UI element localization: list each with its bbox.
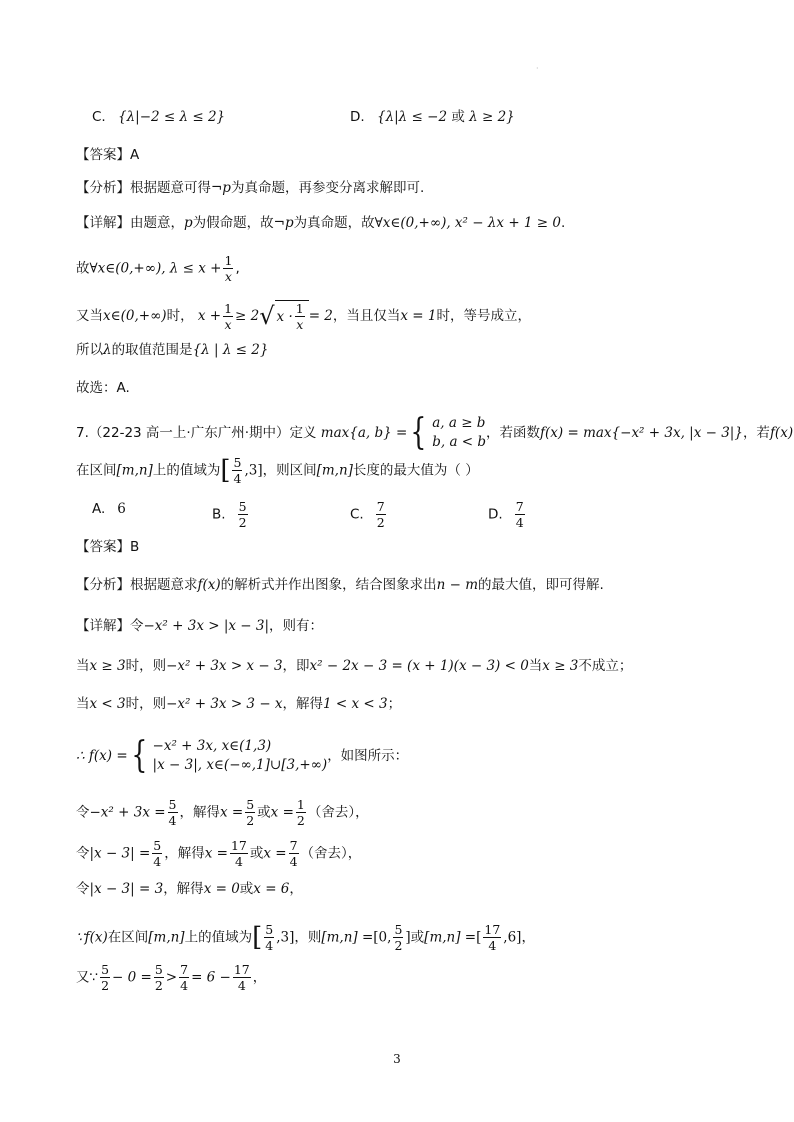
q7-option-d: D. $\frac{7}{4}$ [488, 499, 524, 530]
option-c-q6: C. {λ|−2 ≤ λ ≤ 2} [92, 109, 226, 125]
question-source: （22-23 高一上·广东广州·期中） [88, 425, 290, 441]
analysis-q7: 【分析】根据题意求f(x)的解析式并作出图象，结合图象求出n − m的最大值，即可得解. [76, 577, 604, 593]
detail-q7-line3: 当x < 3时，则−x² + 3x > 3 − x，解得1 < x < 3； [76, 696, 402, 712]
detail-q7-line7: 令|x − 3| = 3，解得x = 0或x = 6， [76, 881, 303, 897]
detail-q7-line4: ∴ f(x) = { −x² + 3x, x∈(1,3) |x − 3|, x∈(−∞,1]∪[3,+∞) ，如图所示： [76, 735, 409, 776]
option-d-q6: D. {λ|λ ≤ −2 或 λ ≥ 2} [350, 109, 515, 125]
detail-q7-line5: 令−x² + 3x = $\frac{5}{4}$ ，解得x = $\frac{5}{2}$ 或x = $\frac{1}{2}$ （舍去）， [76, 797, 369, 828]
fraction: $\frac{1}{x}$ [224, 253, 233, 284]
scan-dot: · [536, 64, 539, 73]
answer-q6: 【答案】A [76, 147, 140, 163]
q7-option-b: B. $\frac{5}{2}$ [212, 499, 247, 530]
detail-q7-line2: 当x ≥ 3时，则−x² + 3x > x − 3，即x² − 2x − 3 = (x + 1)(x − 3) < 0当x ≥ 3不成立； [76, 658, 633, 674]
analysis-q6: 【分析】根据题意可得¬p为真命题，再参变分离求解即可. [76, 180, 425, 196]
detail-q6-line1: 【详解】由题意，p为假命题，故¬p为真命题，故∀x∈(0,+∞), x² − λx + 1 ≥ 0. [76, 215, 566, 231]
detail-q7-line9: 又∵ $\frac{5}{2}$ − 0 = $\frac{5}{2}$ > $\frac{7}{4}$ = 6 − $\frac{17}{4}$ ， [76, 962, 267, 993]
answer-q7: 【答案】B [76, 539, 140, 555]
detail-q7-line6: 令|x − 3| = $\frac{5}{4}$ ，解得x = $\frac{17}{4}$ 或x = $\frac{7}{4}$ （舍去）， [76, 838, 362, 869]
q7-option-a: A. 6 [92, 501, 126, 517]
detail-q6-line4: 所以λ的取值范围是{λ | λ ≤ 2} [76, 342, 269, 358]
q7-stem-line2: 在区间[m,n]上的值域为[ $\frac{5}{4}$ ,3]，则区间[m,n]长度的最大值为（ ） [76, 455, 479, 486]
detail-q7-line1: 【详解】令−x² + 3x > |x − 3|，则有： [76, 618, 324, 634]
question-number: 7. [76, 425, 89, 441]
q7-option-c: C. $\frac{7}{2}$ [350, 499, 385, 530]
detail-q6-line2: 故∀x∈(0,+∞), λ ≤ x + $\frac{1}{x}$ , [76, 253, 240, 284]
fraction: $\frac{1}{x}$ [224, 300, 233, 332]
detail-q7-line8: ∵f(x)在区间[m,n]上的值域为[ $\frac{5}{4}$ ,3]，则[m,n] =[0, $\frac{5}{2}$ ]或[m,n] =[ $\frac{17}{4}$ ,6]， [76, 922, 535, 953]
detail-q6-line3: 又当x∈(0,+∞)时， x + $\frac{1}{x}$ ≥ 2 √ x · $\frac{1}{x}$ = 2，当且仅当x = 1时，等号成立， [76, 300, 532, 332]
page-number: 3 [393, 1052, 401, 1066]
q7-stem-line1: 7.（22-23 高一上·广东广州·期中）定义 max{a, b} = { a, a ≥ b b, a < b ，若函数f(x) = max{−x² + 3x, |x − 3|}，若f(x) [76, 412, 794, 453]
square-root: √ x · $\frac{1}{x}$ [259, 300, 308, 332]
cases-brace: { −x² + 3x, x∈(1,3) |x − 3|, x∈(−∞,1]∪[3,+∞) [131, 735, 328, 776]
detail-q6-line5: 故选：A. [76, 380, 130, 396]
fraction: $\frac{5}{4}$ [233, 455, 242, 486]
cases-brace: { a, a ≥ b b, a < b [410, 412, 487, 453]
